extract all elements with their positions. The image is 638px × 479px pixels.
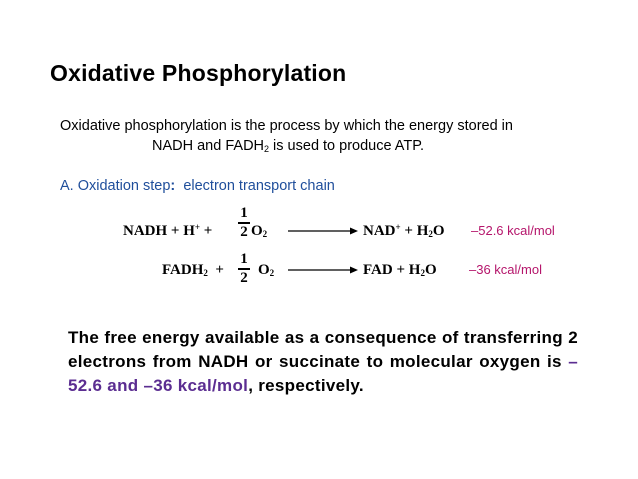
intro-line-1: Oxidative phosphorylation is the process by which the energy stored in bbox=[60, 118, 513, 134]
energy-values: –52.6 and –36 kcal/mol bbox=[68, 352, 578, 395]
summary-paragraph: The free energy available as a consequence of transferring 2 electrons from NADH or succinate to molecular oxygen is –52.6 and –36 kcal/mol, respectively. bbox=[68, 328, 578, 395]
reaction-1-products: $NAD^+ + H_2O$ bbox=[363, 222, 445, 239]
intro-paragraph bbox=[60, 116, 580, 156]
reaction-2-fraction: 1 2 bbox=[238, 252, 250, 286]
reaction-1-energy: –52.6 kcal/mol bbox=[471, 223, 555, 238]
reaction-2-reactants: $FADH_2$ + bbox=[162, 262, 228, 278]
reaction-1-fraction: 1 2 bbox=[238, 206, 250, 240]
reaction-1-reactants: NADH + H+ + bbox=[123, 222, 217, 239]
page-title: Oxidative Phosphorylation bbox=[50, 60, 347, 86]
intro-line-2: NADH and $FADH_2$ is used to produce ATP. bbox=[152, 138, 425, 154]
reaction-2-oxygen: $O_2$ bbox=[258, 262, 275, 278]
reaction-1-arrow-icon bbox=[288, 226, 358, 236]
reaction-1-oxygen: $O_2$ bbox=[251, 223, 268, 239]
reaction-2-energy: –36 kcal/mol bbox=[469, 262, 542, 277]
reaction-2-arrow-icon bbox=[288, 265, 358, 275]
section-heading-oxidation-step: A. Oxidation step: electron transport chain bbox=[60, 178, 335, 194]
reaction-2-products: FAD + $H_2O$ bbox=[363, 262, 437, 278]
